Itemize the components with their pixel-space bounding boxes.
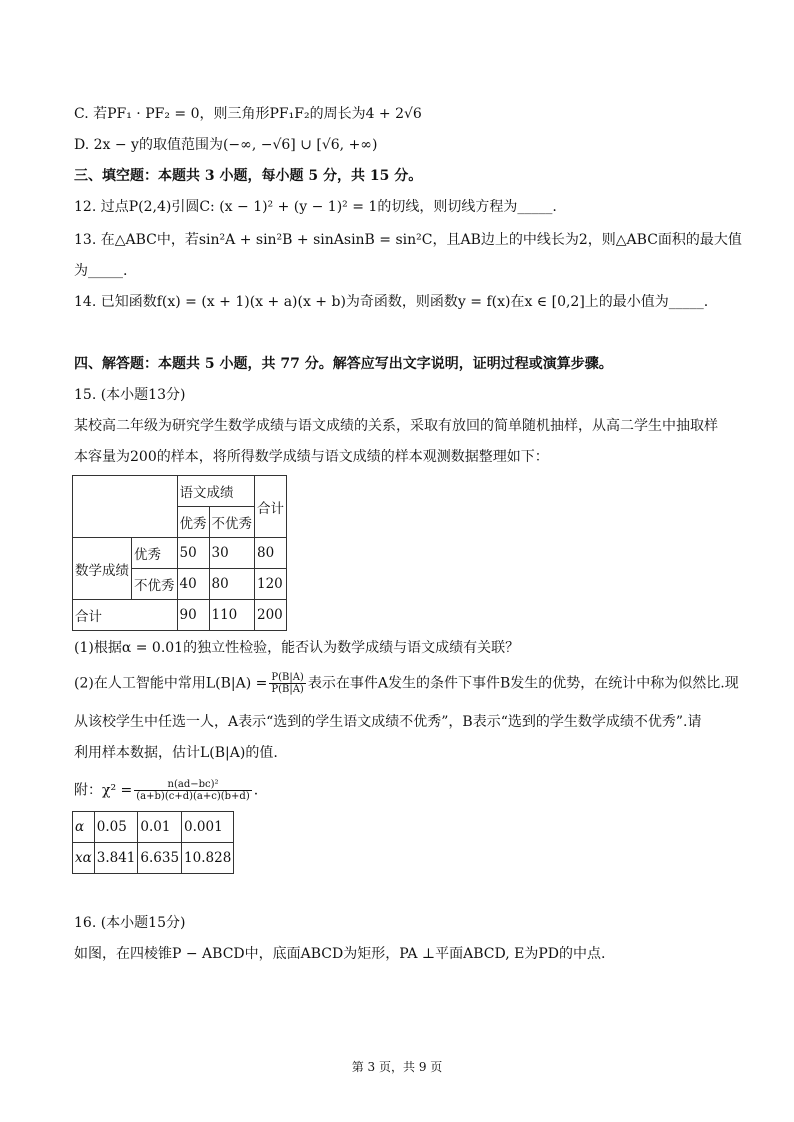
fraction-denominator: P(B|A) xyxy=(271,684,304,695)
alpha-label: α xyxy=(73,812,95,843)
question-15-part1: (1)根据α = 0.01的独立性检验，能否认为数学成绩与语文成绩有关联？ xyxy=(74,640,520,656)
table-cell: 0.001 xyxy=(182,812,234,843)
chi-square-fraction xyxy=(134,779,251,802)
table-cell: 40 xyxy=(177,569,209,600)
question-15-line1: 某校高二年级为研究学生数学成绩与语文成绩的关系，采取有放回的简单随机抽样，从高二学生中抽取样 xyxy=(74,418,718,434)
appendix-formula xyxy=(74,779,258,802)
option-d: D. 2x − y的取值范围为(−∞, −√6] ∪ [√6, +∞) xyxy=(74,137,378,153)
col-group-header: 语文成绩 xyxy=(177,476,255,507)
table-cell: 80 xyxy=(209,569,255,600)
critical-value-table xyxy=(72,811,234,874)
question-15-line2: 本容量为200的样本，将所得数学成绩与语文成绩的样本观测数据整理如下： xyxy=(74,449,549,465)
question-15-part2 xyxy=(74,672,739,695)
part2-lead: (2)在人工智能中常用L(B|A) = xyxy=(74,675,268,692)
question-15-part2-line3: 利用样本数据，估计L(B|A)的值. xyxy=(74,745,278,761)
table-cell: 0.05 xyxy=(94,812,138,843)
question-16-title: 16. (本小题15分) xyxy=(74,915,186,931)
table-cell: 120 xyxy=(255,569,287,600)
likelihood-ratio-fraction xyxy=(269,672,305,695)
table-cell: 90 xyxy=(177,600,209,631)
question-15-part2-line2: 从该校学生中任选一人，A表示“选到的学生语文成绩不优秀”，B表示“选到的学生数学成绩不优秀”.请 xyxy=(74,714,702,730)
table-cell: 50 xyxy=(177,538,209,569)
row-group-header: 数学成绩 xyxy=(73,538,132,600)
page-footer: 第 3 页，共 9 页 xyxy=(351,1060,443,1074)
table-cell: 3.841 xyxy=(94,843,138,874)
col-good-header: 优秀 xyxy=(177,507,209,538)
table-cell: 6.635 xyxy=(138,843,182,874)
table-cell: 10.828 xyxy=(182,843,234,874)
table-corner-cell xyxy=(73,476,178,538)
question-13-line1: 13. 在△ABC中，若sin²A + sin²B + sinAsinB = sin²C，且AB边上的中线长为2，则△ABC面积的最大值 xyxy=(74,232,742,248)
table-cell: 30 xyxy=(209,538,255,569)
question-16-line1: 如图，在四棱锥P − ABCD中，底面ABCD为矩形，PA ⊥平面ABCD, E为PD的中点. xyxy=(74,946,606,962)
question-13-line2: 为_____. xyxy=(74,263,128,279)
question-15-title: 15. (本小题13分) xyxy=(74,387,186,403)
table-cell: 80 xyxy=(255,538,287,569)
option-c: C. 若PF₁ · PF₂ = 0，则三角形PF₁F₂的周长为4 + 2√6 xyxy=(74,106,422,122)
fraction-numerator: n(ad−bc)² xyxy=(134,779,251,791)
table-cell: 110 xyxy=(209,600,255,631)
question-14: 14. 已知函数f(x) = (x + 1)(x + a)(x + b)为奇函数，则函数y = f(x)在x ∈ [0,2]上的最小值为_____. xyxy=(74,294,709,310)
appendix-end: . xyxy=(253,782,259,799)
col-total-header: 合计 xyxy=(255,476,287,538)
row-total-header: 合计 xyxy=(73,600,178,631)
x-alpha-label: xα xyxy=(73,843,95,874)
part2-tail: 表示在事件A发生的条件下事件B发生的优势，在统计中称为似然比.现 xyxy=(307,675,739,692)
col-bad-header: 不优秀 xyxy=(209,507,255,538)
table-cell: 200 xyxy=(255,600,287,631)
fraction-denominator: (a+b)(c+d)(a+c)(b+d) xyxy=(136,791,250,802)
appendix-label: 附：χ² = xyxy=(74,782,133,799)
section-4-header: 四、解答题：本题共 5 小题，共 77 分。解答应写出文字说明，证明过程或演算步骤。 xyxy=(74,356,613,372)
table-cell: 0.01 xyxy=(138,812,182,843)
question-12: 12. 过点P(2,4)引圆C: (x − 1)² + (y − 1)² = 1的切线，则切线方程为_____. xyxy=(74,199,557,215)
contingency-table xyxy=(72,475,287,631)
row-bad-header: 不优秀 xyxy=(132,569,178,600)
fraction-numerator: P(B|A) xyxy=(271,672,304,683)
section-3-header: 三、填空题：本题共 3 小题，每小题 5 分，共 15 分。 xyxy=(74,168,423,184)
row-good-header: 优秀 xyxy=(132,538,178,569)
